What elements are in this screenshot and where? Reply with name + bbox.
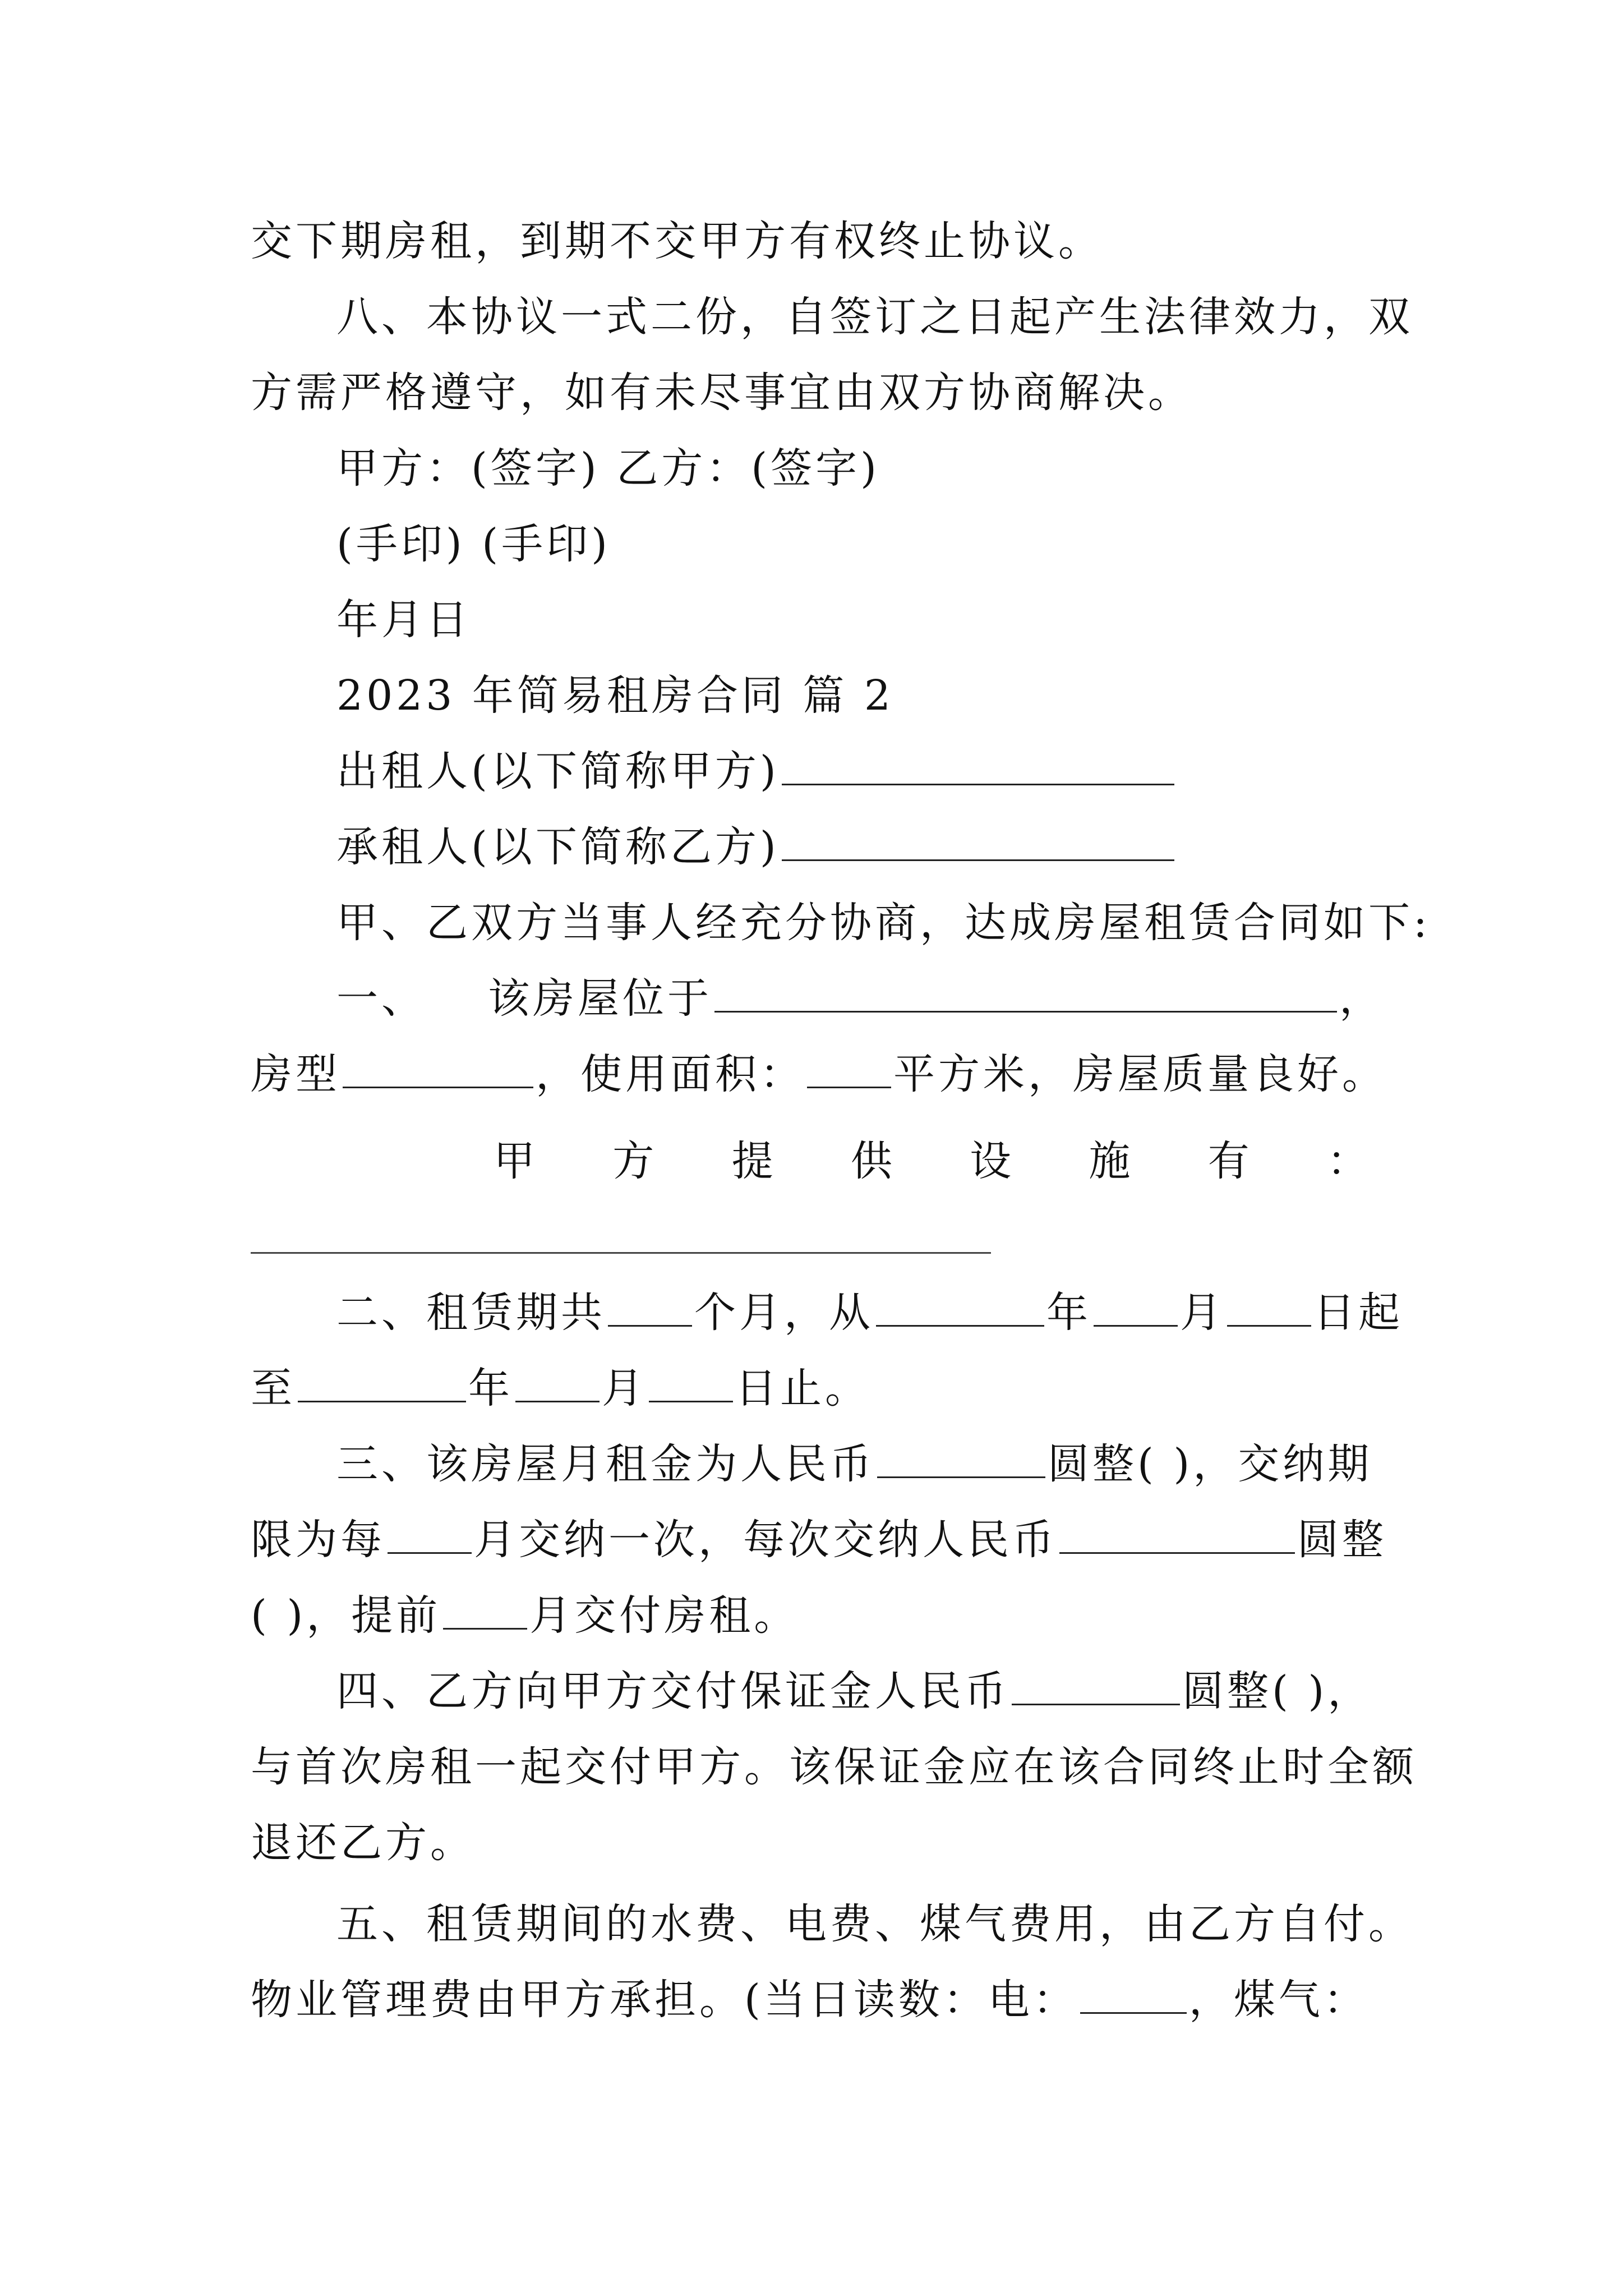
end-month-blank bbox=[515, 1361, 600, 1402]
lessee-line bbox=[336, 816, 1469, 878]
room-type-label: 房型 bbox=[251, 1050, 340, 1098]
handprint-line: (手印) (手印) bbox=[336, 520, 611, 568]
clause-1-line-1 bbox=[336, 968, 1469, 1029]
rent-label: 三、该房屋月租金为人民币 bbox=[336, 1440, 875, 1488]
lessor-line bbox=[336, 740, 1469, 802]
deposit-unit-text: 圆整( )， bbox=[1182, 1667, 1373, 1715]
char: 提 bbox=[731, 1137, 773, 1185]
clause-3-line-1 bbox=[336, 1433, 1469, 1495]
facilities-blank bbox=[251, 1252, 991, 1254]
text-line: 交下期房租，到期不交甲方有权终止协议。 bbox=[251, 217, 1103, 265]
area-label: ，使用面积： bbox=[536, 1050, 805, 1098]
char: 方 bbox=[612, 1137, 654, 1185]
to-label: 至 bbox=[251, 1364, 296, 1412]
room-type-blank bbox=[343, 1047, 533, 1088]
clause-5-line-2 bbox=[251, 1969, 1384, 2031]
meter-reading-label: 物业管理费由甲方承担。(当日读数：电： bbox=[251, 1976, 1078, 2024]
punctuation: ， bbox=[1339, 974, 1384, 1023]
agreement-intro: 甲、乙双方当事人经充分协商，达成房屋租赁合同如下: bbox=[336, 899, 1431, 947]
clause-8-line-2: 方需严格遵守，如有未尽事宜由双方协商解决。 bbox=[251, 369, 1193, 417]
char: ： bbox=[1326, 1137, 1368, 1185]
char: 有 bbox=[1207, 1137, 1249, 1185]
day-label: 日止。 bbox=[735, 1364, 870, 1412]
char: 供 bbox=[850, 1137, 892, 1185]
char: 施 bbox=[1089, 1137, 1131, 1185]
start-day-blank bbox=[1227, 1286, 1311, 1327]
clause-4-line-3: 退还乙方。 bbox=[251, 1819, 475, 1867]
payment-blank bbox=[1059, 1513, 1295, 1554]
clause-2-line-2 bbox=[251, 1358, 1384, 1419]
payment-unit-text: 圆整 bbox=[1297, 1516, 1387, 1564]
clause-3-line-3 bbox=[251, 1585, 1384, 1646]
clause-3-line-2 bbox=[251, 1509, 1387, 1571]
year-label: 年 bbox=[1046, 1289, 1091, 1337]
months-blank bbox=[608, 1286, 692, 1327]
advance-label: ( )，提前 bbox=[251, 1591, 441, 1640]
electricity-blank bbox=[1080, 1973, 1187, 2014]
end-year-blank bbox=[298, 1361, 466, 1402]
lessee-label: 承租人(以下简称乙方) bbox=[336, 823, 780, 871]
section-heading: 2023 年简易租房合同 篇 2 bbox=[336, 671, 894, 720]
area-unit-text: 平方米，房屋质量良好。 bbox=[893, 1050, 1387, 1098]
lessor-blank bbox=[782, 744, 1174, 785]
location-label: 该房屋位于 bbox=[488, 974, 712, 1023]
clause-2-line-1 bbox=[336, 1282, 1469, 1343]
start-year-blank bbox=[876, 1286, 1044, 1327]
lessor-label: 出租人(以下简称甲方) bbox=[336, 747, 780, 795]
clause-1-line-2 bbox=[251, 1043, 1387, 1105]
deposit-label: 四、乙方向甲方交付保证金人民币 bbox=[336, 1667, 1009, 1715]
area-blank bbox=[807, 1047, 891, 1088]
end-day-blank bbox=[649, 1361, 733, 1402]
location-blank bbox=[714, 972, 1337, 1013]
clause-number: 一、 bbox=[336, 974, 426, 1023]
period-blank bbox=[388, 1513, 472, 1554]
advance-unit-text: 月交付房租。 bbox=[529, 1591, 799, 1640]
payment-label: 月交纳一次，每次交纳人民币 bbox=[474, 1516, 1057, 1564]
month-label: 月 bbox=[1180, 1289, 1225, 1337]
clause-4-line-2: 与首次房租一起交付甲方。该保证金应在该合同终止时全额 bbox=[251, 1743, 1417, 1791]
lessee-blank bbox=[782, 820, 1174, 861]
deposit-blank bbox=[1012, 1664, 1180, 1705]
clause-8-line-1: 八、本协议一式二份，自签订之日起产生法律效力，双 bbox=[336, 293, 1413, 341]
clause-4-line-1 bbox=[336, 1660, 1469, 1722]
clause-5-line-1: 五、租赁期间的水费、电费、煤气费用，由乙方自付。 bbox=[336, 1900, 1413, 1948]
advance-blank bbox=[443, 1589, 527, 1630]
gas-label: ，煤气： bbox=[1188, 1976, 1368, 2024]
start-month-blank bbox=[1094, 1286, 1178, 1327]
rent-blank bbox=[877, 1437, 1045, 1478]
date-line: 年月日 bbox=[336, 596, 471, 644]
term-label: 二、租赁期共 bbox=[336, 1289, 606, 1337]
rent-unit-text: 圆整( )，交纳期 bbox=[1048, 1440, 1373, 1488]
period-label: 限为每 bbox=[251, 1516, 385, 1564]
char: 甲 bbox=[494, 1137, 535, 1185]
day-label: 日起 bbox=[1313, 1289, 1403, 1337]
char: 设 bbox=[970, 1137, 1012, 1185]
signature-line: 甲方：(签字) 乙方：(签字) bbox=[336, 444, 880, 493]
from-label: 个月，从 bbox=[694, 1289, 874, 1337]
facilities-line bbox=[494, 1130, 1368, 1192]
month-label: 月 bbox=[602, 1364, 647, 1412]
year-label: 年 bbox=[468, 1364, 513, 1412]
